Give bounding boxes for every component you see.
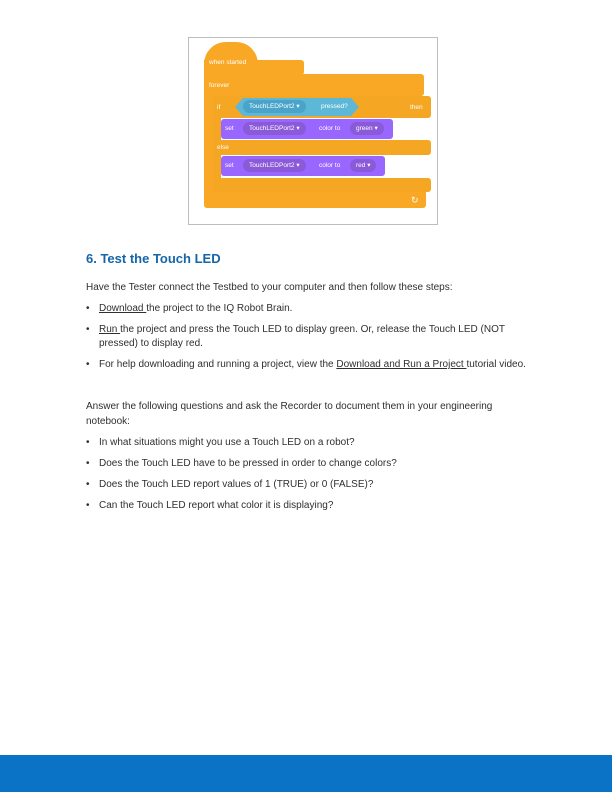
sensor-dropdown: TouchLEDPort2 ▾ [243, 100, 306, 113]
intro-paragraph: Have the Tester connect the Testbed to your computer and then follow these steps: [86, 282, 453, 293]
download-link[interactable]: Download [99, 303, 147, 314]
if-bottom [213, 178, 431, 192]
run-link[interactable]: Run [99, 324, 121, 335]
green-dropdown: green ▾ [350, 122, 384, 135]
forever-block [204, 74, 424, 96]
bullet: • [86, 479, 90, 490]
color-to-label: color to [319, 162, 341, 169]
device-dropdown: TouchLEDPort2 ▾ [243, 159, 306, 172]
footer-bar [0, 755, 612, 792]
device-dropdown: TouchLEDPort2 ▾ [243, 122, 306, 135]
section-heading: 6. Test the Touch LED [86, 251, 221, 266]
step-text: Run the project and press the Touch LED to display green. Or, release the Touch LED (NOT pressed) to display red. [99, 324, 505, 349]
else-label: else [217, 144, 229, 151]
question-text: Does the Touch LED report values of 1 (TRUE) or 0 (FALSE)? [99, 479, 374, 490]
step-text: Download the project to the IQ Robot Brain. [99, 303, 293, 314]
if-label: if [217, 104, 221, 111]
question-text: Does the Touch LED have to be pressed in order to change colors? [99, 458, 397, 469]
tutorial-link[interactable]: Download and Run a Project [336, 359, 467, 370]
loop-arrow-icon: ↻ [411, 195, 419, 205]
else-bar [213, 140, 431, 155]
pressed-label: pressed? [321, 103, 348, 110]
question-text: Can the Touch LED report what color it is displaying? [99, 500, 334, 511]
set-label: set [225, 125, 234, 132]
set-label: set [225, 162, 234, 169]
bullet: • [86, 437, 90, 448]
question-text: In what situations might you use a Touch LED on a robot? [99, 437, 355, 448]
color-to-label: color to [319, 125, 341, 132]
step-text: For help downloading and running a project, view the Download and Run a Project tutorial video. [99, 359, 526, 370]
forever-label: forever [209, 82, 230, 89]
bullet: • [86, 359, 90, 370]
red-dropdown: red ▾ [350, 159, 376, 172]
forever-bottom [204, 190, 426, 208]
bullet: • [86, 458, 90, 469]
bullet: • [86, 500, 90, 511]
bullet: • [86, 324, 90, 335]
bullet: • [86, 303, 90, 314]
when-started-label: when started [209, 59, 247, 66]
questions-intro: Answer the following questions and ask the Recorder to document them in your engineering notebook: [86, 401, 493, 427]
block-code-figure [188, 37, 438, 225]
then-label: then [410, 104, 423, 111]
